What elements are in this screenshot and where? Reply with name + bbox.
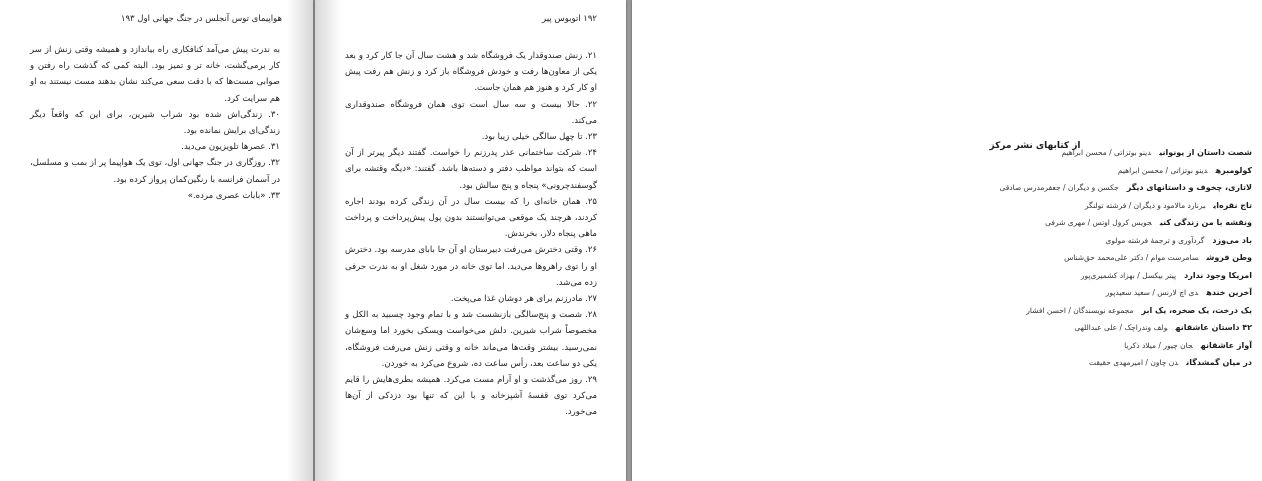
paragraph: ۲۶. وقتی دخترش می‌رفت دبیرستان او آن جا بابای مدرسه بود. دخترش او را توی راهروها می‌دید. اما توی خانه در مورد شغل او به ندرت حرفی زده می‌شد. [345, 245, 597, 288]
book-title: لاتاری، چخوف و داستانهای دیگر [1126, 183, 1252, 192]
book-title: یک درخت، یک صخره، یک ابر [1141, 305, 1252, 315]
book-author: مجموعه نویسندگان / احسن افشار [1026, 305, 1134, 315]
paragraph: ۲۱. زنش صندوقدار یک فروشگاه شد و هشت سال آن جا کار کرد و بعد یکی از معاون‌ها رفت و خودش فروشگاه باز کرد و زنش هم رفت پیش او کار کرد و هنوز هم همان جاست. [345, 51, 597, 94]
book-list-item [922, 197, 1252, 215]
paragraph: ۲۲. حالا بیست و سه سال است توی همان فروشگاه صندوقداری می‌کند. [345, 99, 597, 126]
book-title: شصت داستان از یونوانی [1159, 148, 1252, 157]
book-title: وطن فروش [1206, 253, 1252, 262]
paragraph: به ندرت پیش می‌آمد کنافکاری راه بیاندازد و همیشه وقتی زنش از سر کار برمی‌گشت، خانه تر و تمیز بود. البته کمی که گذشت راه رفتن و صوابی مست‌ها که با دقت سعی می‌کند نشان بدهند مست نیستند به او هم سرایت کرد. [30, 45, 280, 104]
book-author: جویس کرول اوتس / مهری شرفی [1045, 218, 1152, 227]
book-author: دن چاون / امیرمهدی حقیقت [1089, 358, 1179, 367]
book-list-item [922, 354, 1252, 372]
book-author: پیتر بیکسل / بهزاد کشمیری‌پور [1080, 270, 1177, 280]
book-author: برنارد مالامود و دیگران / فرشته تولنگر [1084, 200, 1206, 210]
book-list-item [922, 337, 1252, 355]
book-title: آواز عاشقانه [1200, 340, 1252, 350]
book-author: دینو بوتزاتی / محسن ابراهیم [1117, 165, 1208, 175]
book-list-item [922, 162, 1252, 180]
right-book-page [632, 0, 1262, 481]
book-list-item [922, 302, 1252, 320]
book-title: ۴۲ داستان عاشقانه [1175, 323, 1252, 332]
middle-book-page [315, 0, 626, 481]
book-author: سامرست موام / دکتر علی‌محمد حق‌شناس [1064, 253, 1199, 262]
book-list-item [922, 179, 1252, 197]
book-list-item [922, 232, 1252, 250]
book-list-item [922, 214, 1252, 232]
book-list-title: از کتابهای نشر مرکز [989, 141, 1081, 151]
gutter-shadow [315, 0, 341, 481]
book-author: جان چیور / میلاد ذکریا [1124, 340, 1193, 350]
paragraph: ۳۰. زندگی‌اش شده بود شراب شیرین، برای این که واقعاً دیگر زندگی‌ای برایش نمانده بود. [30, 109, 280, 137]
paragraph: ۳۳. «بابات عصری مرده.» [187, 190, 280, 201]
book-list-item [922, 319, 1252, 337]
book-list-item [922, 144, 1252, 162]
paragraph: ۳۲. روزگاری در جنگ جهانی اول، توی یک هواپیما پر از بمب و مسلسل، در آسمان فرانسه با رنگین‌کمان پرواز کرده بود. [30, 158, 280, 185]
paragraph: ۲۴. شرکت ساختمانی عذر پدرزنم را خواست. گفتند دیگر پیرتر از آن است که بتواند مواظب دفتر و دسته‌ها باشد. گفتند: «دیگه وقتشه برای گوسفندچرونی» پنجاه و پنج سالش بود. [345, 148, 597, 191]
page-header: هواپیمای توس آنجلس در جنگ جهانی اول ۱۹۳ [120, 14, 282, 24]
book-list-item [922, 284, 1252, 302]
paragraph: ۲۸. شصت و پنج‌سالگی بازنشست شد و با تمام وجود چسبید به الکل و مخصوصاً شراب شیرین. دلش می‌خواست ویسکی بخورد اما وسع‌شان نمی‌رسید. بیشتر وقت‌ها می‌ماند خانه و وقتی زنش می‌رفت فروشگاه، یکی دو ساعت بعد، رأس ساعت ده، شروع می‌کرد به خوردن. [345, 310, 597, 369]
book-author: دی اچ لارنس / سعید سعیدپور [1105, 288, 1199, 297]
book-title: ونقشه با من زندگی کنی [1159, 218, 1252, 227]
gutter-shadow [287, 0, 313, 481]
page-header: ۱۹۲ اتوبوس پیر [542, 14, 597, 24]
paragraph: ۲۵. همان خانه‌ای را که بیست سال در آن زندگی کرده بودند اجاره کردند، هرچند یک موقعی می‌توانستند بدون پول پیش‌پرداخت و پرداخت ماهی پنجاه دلار، بخرندش. [345, 196, 597, 240]
book-title: کولومبره [1215, 165, 1252, 175]
book-author: گردآوری و ترجمهٔ فرشته مولوی [1105, 235, 1205, 245]
book-author: جکسن و دیگران / جعفرمدرس صادقی [999, 183, 1119, 192]
left-book-page [0, 0, 313, 481]
book-title: تاج نقره‌ای [1213, 200, 1252, 210]
page-body [345, 48, 597, 421]
paragraph: ۳۱. عصرها تلویزیون می‌دید. [181, 142, 280, 153]
book-author: ولف وندراچک / علی عبداللهی [1074, 323, 1168, 332]
book-list-item [922, 267, 1252, 285]
page-body [30, 42, 280, 204]
book-title: باد می‌وزد [1212, 235, 1252, 245]
paragraph: ۲۷. مادرزنم برای هر دوشان غذا می‌پخت. [450, 294, 597, 305]
paragraph: ۲۳. تا چهل سالگی خیلی زیبا بود. [481, 132, 597, 143]
book-list [922, 144, 1252, 372]
book-title: امریکا وجود ندارد [1184, 270, 1252, 280]
book-title: در میان گمشدگان [1186, 358, 1252, 367]
book-list-item [922, 249, 1252, 267]
book-title: آخرین خنده [1206, 288, 1252, 297]
paragraph: ۲۹. روز می‌گذشت و او آرام مست می‌کرد. همیشه بطری‌هایش را قایم می‌کرد توی قفسهٔ آشپزخانه و با این که تنها بود دزدکی از آن‌ها می‌خورد. [345, 375, 597, 418]
book-author: دینو بوتزاتی / محسن ابراهیم [1061, 148, 1152, 157]
